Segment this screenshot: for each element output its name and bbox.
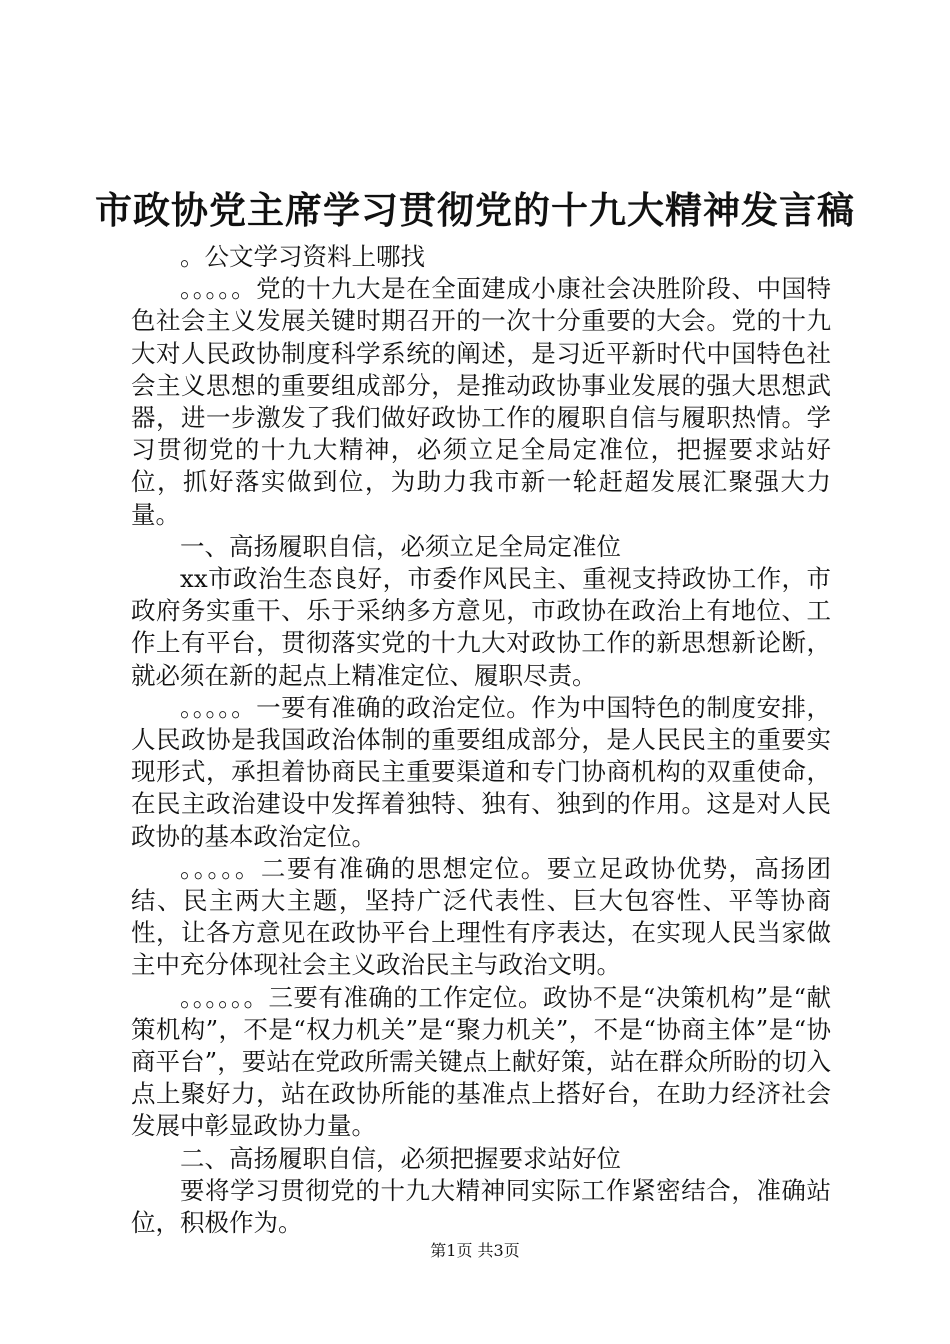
paragraph-ideological-positioning: 。。。。。二要有准确的思想定位。要立足政协优势，高扬团结、民主两大主题，坚持广泛代表性、巨大包容性、平等协商性，让各方意见在政协平台上理性有序表达，在实现人民当家做主中充分体现社会主义政治民主与政治文明。 — [131, 853, 831, 980]
paragraph-work-positioning: 。。。。。。三要有准确的工作定位。政协不是“决策机构”是“献策机构”，不是“权力机关”是“聚力机关”，不是“协商主体”是“协商平台”，要站在党政所需关键点上献好策，站在群众所盼的切入点上聚好力，站在政协所能的基准点上搭好台，在助力经济社会发展中彰显政协力量。 — [131, 982, 831, 1141]
paragraph-intro-note: 。公文学习资料上哪找 — [180, 242, 425, 271]
page-number-footer: 第1页 共3页 — [430, 1241, 520, 1260]
paragraph-section-1-intro: xx市政治生态良好，市委作风民主、重视支持政协工作，市政府务实重干、乐于采纳多方意见，市政协在政治上有地位、工作上有平台，贯彻落实党的十九大对政协工作的新思想新论断，就必须在新的起点上精准定位、履职尽责。 — [131, 564, 831, 690]
section-heading-1: 一、高扬履职自信，必须立足全局定准位 — [180, 531, 621, 561]
paragraph-section-2-intro: 要将学习贯彻党的十九大精神同实际工作紧密结合，准确站位，积极作为。 — [131, 1175, 831, 1238]
paragraph-opening: 。。。。。党的十九大是在全面建成小康社会决胜阶段、中国特色社会主义发展关键时期召开的一次十分重要的大会。党的十九大对人民政协制度科学系统的阐述，是习近平新时代中国特色社会主义思想的重要组成部分，是推动政协事业发展的强大思想武器，进一步激发了我们做好政协工作的履职自信与履职热情。学习贯彻党的十九大精神，必须立足全局定准位，把握要求站好位，抓好落实做到位，为助力我市新一轮赶超发展汇聚强大力量。 — [131, 274, 831, 529]
document-body — [131, 241, 831, 1239]
paragraph-political-positioning: 。。。。。一要有准确的政治定位。作为中国特色的制度安排，人民政协是我国政治体制的重要组成部分，是人民民主的重要实现形式，承担着协商民主重要渠道和专门协商机构的双重使命，在民主政治建设中发挥着独特、独有、独到的作用。这是对人民政协的基本政治定位。 — [131, 692, 831, 851]
document-title: 市政协党主席学习贯彻党的十九大精神发言稿 — [95, 188, 855, 232]
section-heading-2: 二、高扬履职自信，必须把握要求站好位 — [180, 1143, 621, 1173]
